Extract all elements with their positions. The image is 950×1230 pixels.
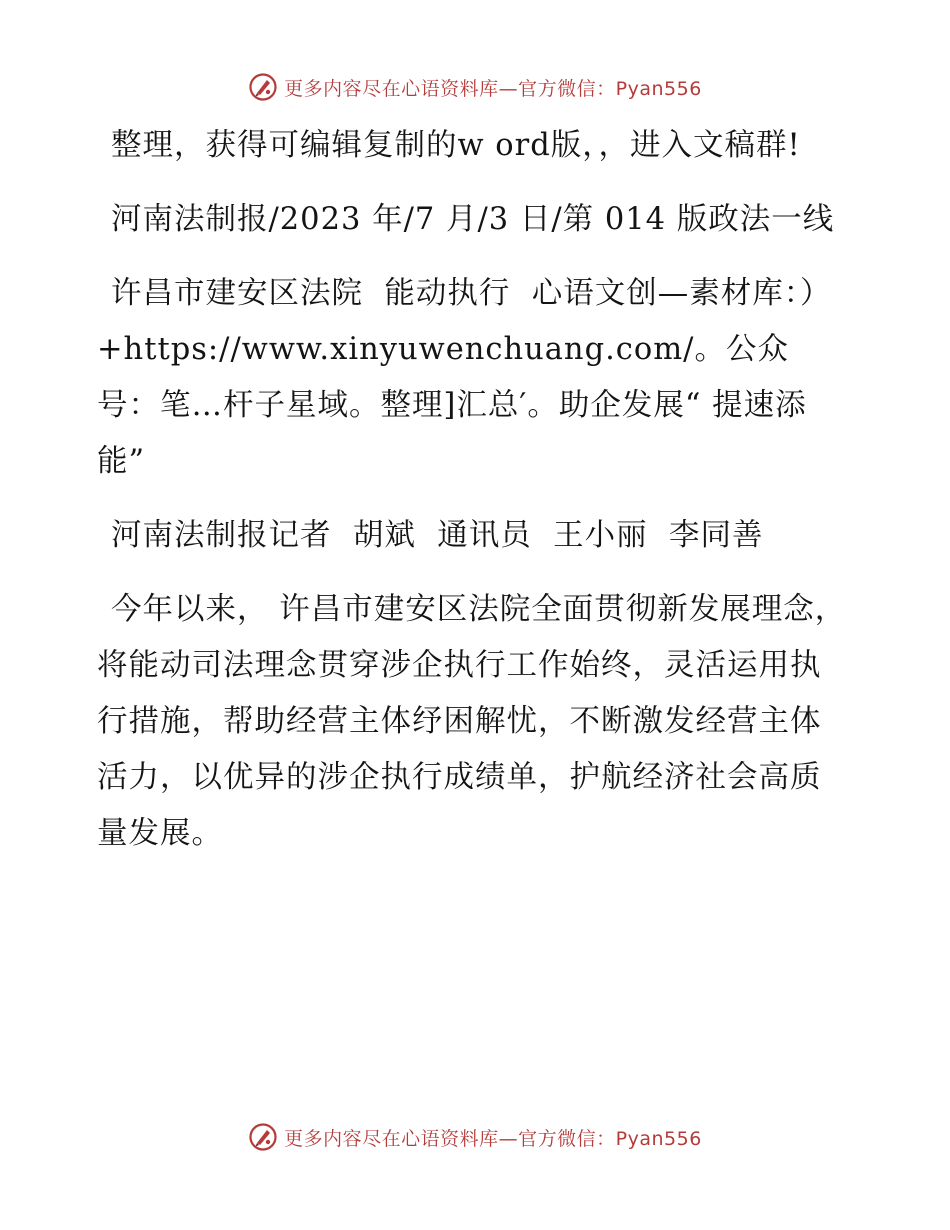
paragraph-byline: 河南法制报记者 胡斌 通讯员 王小丽 李同善 [111,518,764,553]
banner-text: 更多内容尽在心语资料库—官方微信：Pyan556 [284,1127,702,1150]
banner-text: 更多内容尽在心语资料库—官方微信：Pyan556 [284,77,702,100]
footer-banner [0,1122,950,1152]
paragraph-body: 今年以来， 许昌市建安区法院全面贯彻新发展理念， 将能动司法理念贯穿涉企执行工作始终，灵活运用执行措施，帮助经营主体纾困解忧，不断激发经营主体活力，以优异的涉企执行成绩单，护航经济社会高质量发展。 [97,592,857,851]
paragraph-intro: 整理，获得可编辑复制的w ord版，，进入文稿群! [111,128,801,163]
paragraph-source: 河南法制报/2023 年/7 月/3 日/第 014 版政法一线 [111,202,835,237]
header-banner [0,72,950,102]
pen-logo-icon [248,1122,278,1152]
paragraph-headline: 许昌市建安区法院 能动执行 心语文创—素材库：）+https://www.xinyuwenchuang.com/。公众号：笔…杆子星域。整理]汇总′。助企发展“ 提速添能” [97,276,832,479]
document-body [97,118,857,880]
pen-logo-icon [248,72,278,102]
